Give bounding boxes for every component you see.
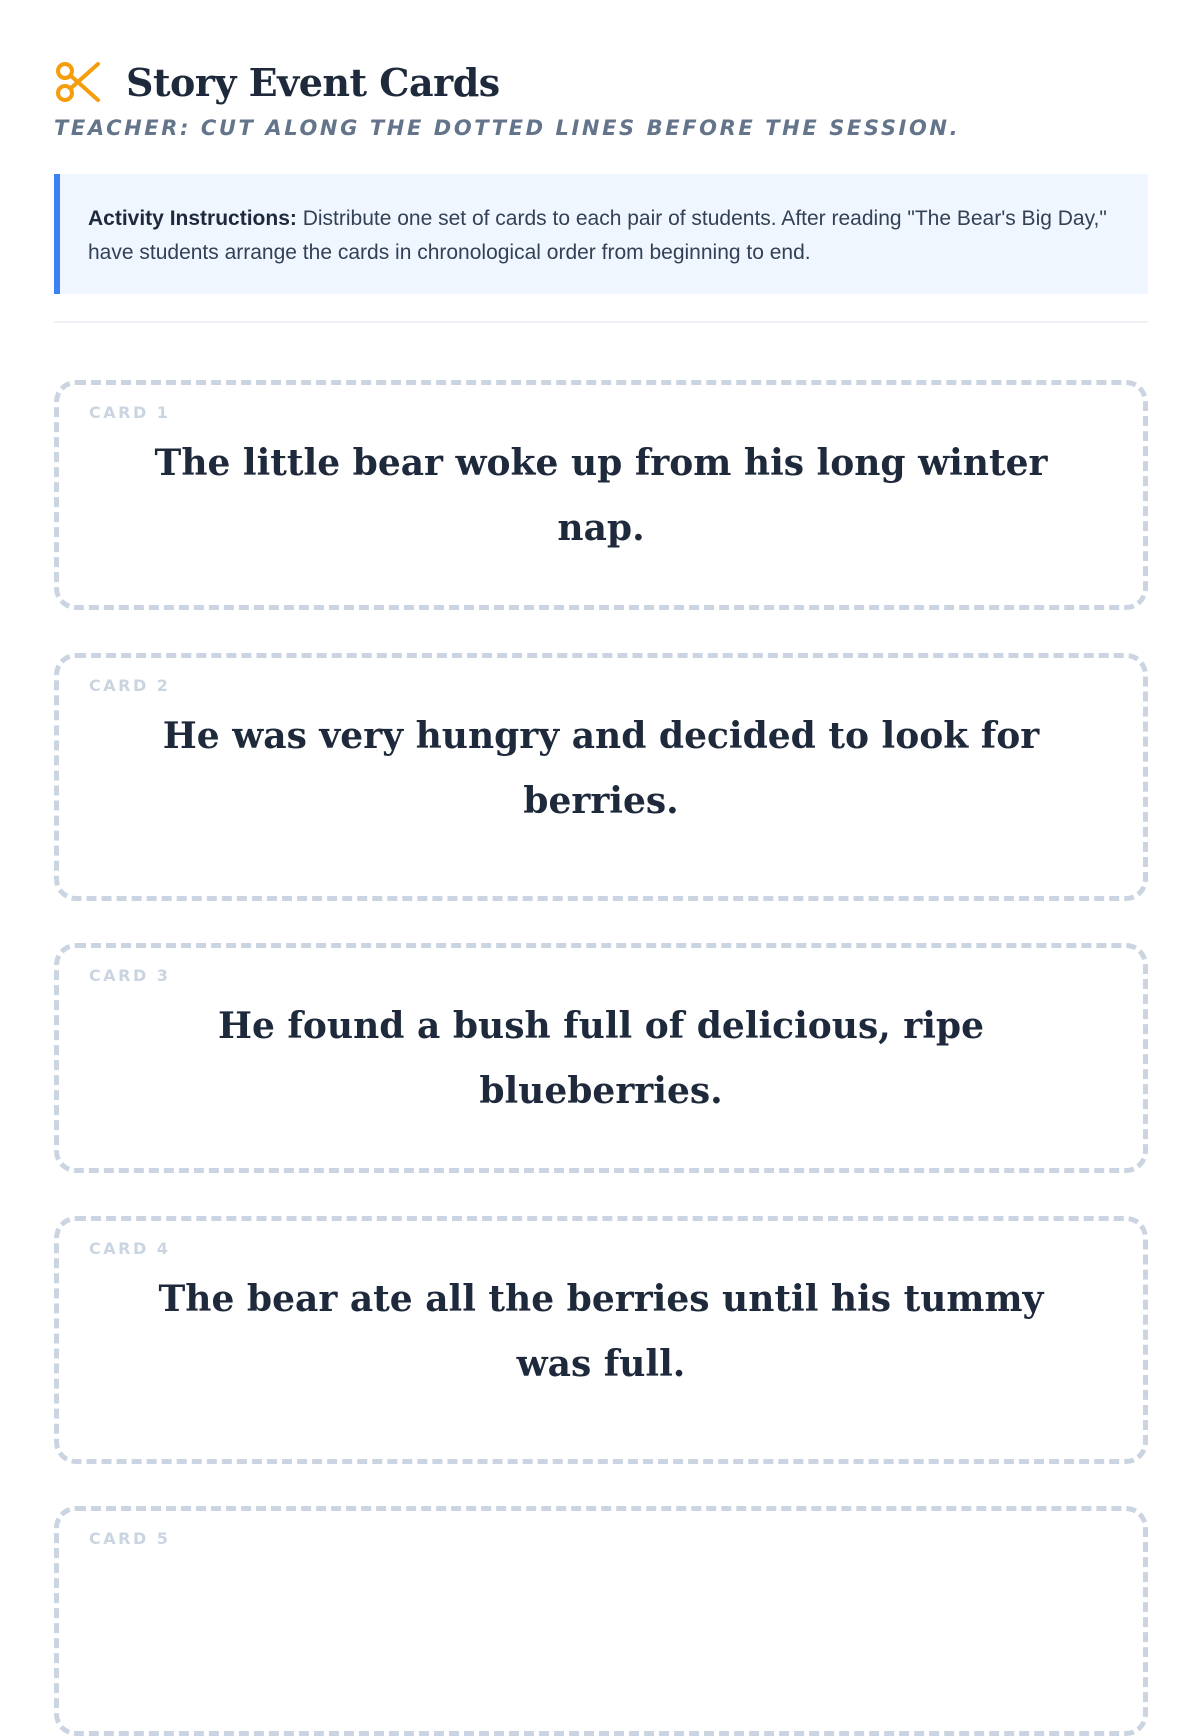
- card-label: CARD 3: [89, 966, 171, 985]
- worksheet-page: [54, 0, 1148, 1548]
- card-text: [119, 1511, 1083, 1731]
- card-label: CARD 4: [89, 1239, 171, 1258]
- title-row: [54, 56, 500, 108]
- instructions-label: Activity Instructions:: [88, 207, 297, 230]
- story-card-2: [54, 653, 1148, 901]
- story-card-5: [54, 1506, 1148, 1736]
- card-label: CARD 5: [89, 1529, 171, 1548]
- instructions-text: Distribute one set of cards to each pair of students. After reading "The Bear's Big Day," have students arrange the cards in chronological order from beginning to end.: [88, 207, 1107, 264]
- card-label: CARD 1: [89, 403, 171, 422]
- card-label: CARD 2: [89, 676, 171, 695]
- card-text: He was very hungry and decided to look for berries.: [162, 715, 1040, 822]
- card-text: He found a bush full of delicious, ripe blueberries.: [217, 1005, 985, 1112]
- scissors-icon: [54, 58, 102, 106]
- activity-instructions: [54, 174, 1148, 294]
- story-card-1: [54, 380, 1148, 610]
- card-text: The bear ate all the berries until his tummy was full.: [158, 1278, 1044, 1385]
- header: [54, 0, 1148, 170]
- page-title: Story Event Cards: [126, 59, 500, 105]
- divider: [54, 321, 1148, 323]
- card-text: The little bear woke up from his long winter nap.: [154, 442, 1048, 549]
- story-card-4: [54, 1216, 1148, 1464]
- teacher-note: TEACHER: CUT ALONG THE DOTTED LINES BEFORE THE SESSION.: [54, 116, 961, 140]
- story-card-3: [54, 943, 1148, 1173]
